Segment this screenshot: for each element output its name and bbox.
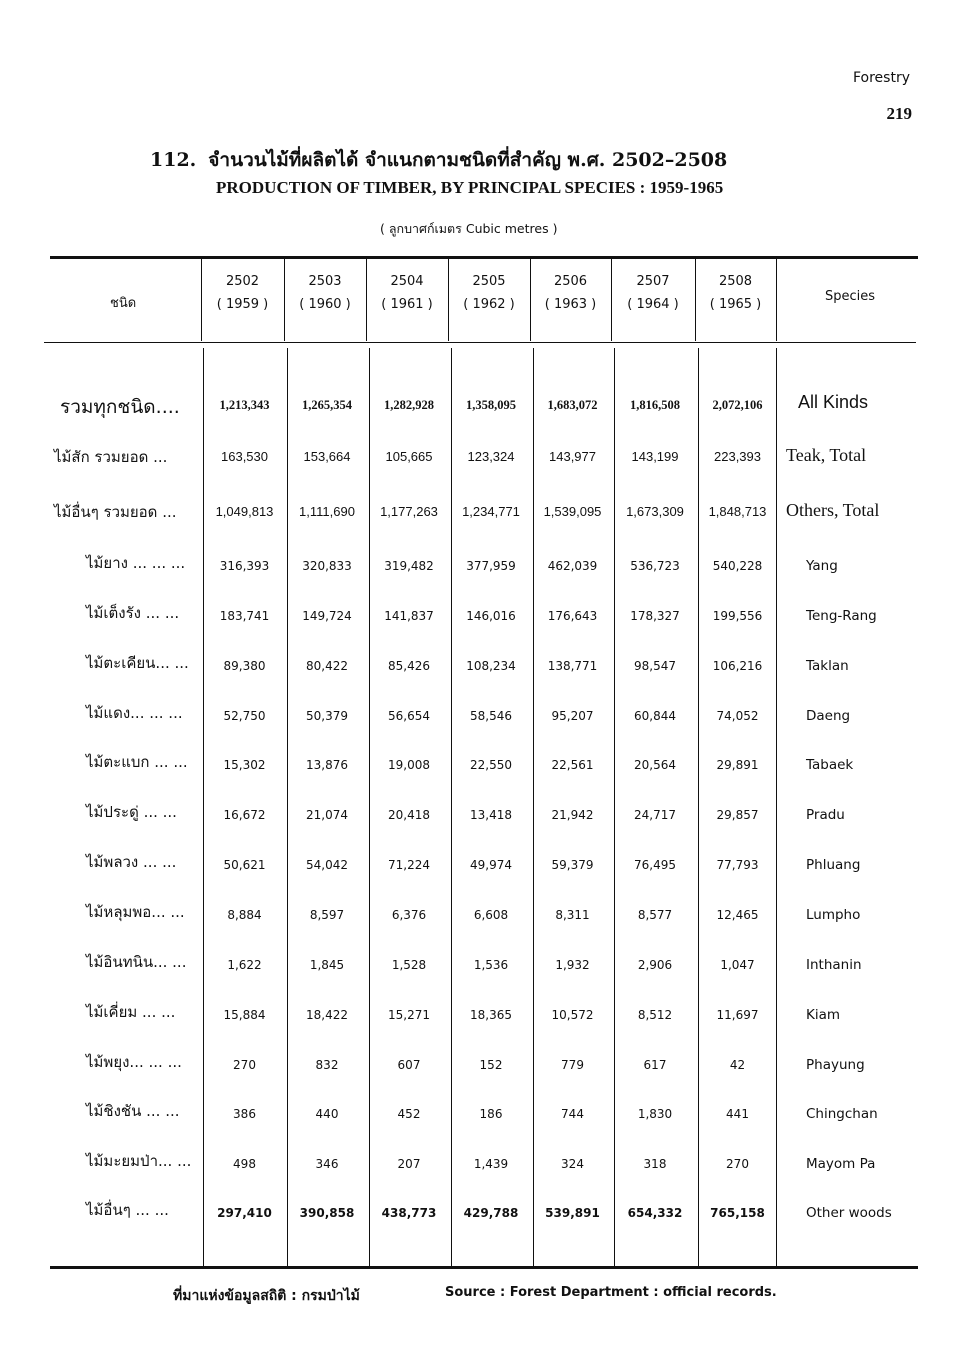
table-row <box>0 750 966 780</box>
table-cell: 223,393 <box>714 449 761 464</box>
table-row <box>0 651 966 681</box>
table-cell: 95,207 <box>551 709 594 723</box>
table-cell: 98,547 <box>634 659 676 673</box>
table-cell: 536,723 <box>630 559 680 573</box>
table-cell: 617 <box>643 1058 667 1072</box>
table-cell: 765,158 <box>710 1206 765 1220</box>
table-row <box>0 1099 966 1129</box>
row-label-english: Yang <box>806 558 838 574</box>
table-cell: 654,332 <box>627 1206 683 1220</box>
table-cell: 1,830 <box>637 1107 673 1121</box>
table-cell: 163,530 <box>221 449 268 464</box>
table-cell: 346 <box>315 1157 339 1171</box>
table-cell: 1,932 <box>555 958 590 972</box>
table-cell: 54,042 <box>306 858 348 872</box>
table-cell: 29,857 <box>716 808 759 822</box>
row-label-thai: ไม้ประดู่ ... ... <box>86 803 177 821</box>
row-label-english: Others, Total <box>786 500 880 520</box>
table-cell: 318 <box>643 1157 667 1171</box>
table-cell: 8,597 <box>309 908 345 922</box>
table-cell: 18,365 <box>470 1008 512 1022</box>
table-cell: 1,049,813 <box>215 504 274 519</box>
table-cell: 50,379 <box>306 709 348 723</box>
table-number: 112. <box>150 149 197 171</box>
table-cell: 429,788 <box>463 1206 519 1220</box>
table-cell: 1,539,095 <box>543 504 602 519</box>
table-cell: 20,418 <box>388 808 430 822</box>
table-cell: 42 <box>729 1058 746 1072</box>
table-cell: 8,884 <box>227 908 262 922</box>
table-cell: 29,891 <box>716 758 759 772</box>
year-be: 2504 <box>390 274 424 289</box>
row-label-thai: ไม้หลุมพอ... ... <box>86 903 185 921</box>
table-cell: 138,771 <box>547 659 598 673</box>
year-header <box>201 270 284 316</box>
table-cell: 1,234,771 <box>462 504 520 519</box>
table-cell: 15,271 <box>388 1008 430 1022</box>
table-cell: 22,550 <box>470 758 512 772</box>
table-cell: 77,793 <box>716 858 759 872</box>
table-cell: 779 <box>561 1058 584 1072</box>
table-cell: 1,845 <box>309 958 345 972</box>
table-cell: 186 <box>479 1107 503 1121</box>
table-cell: 1,816,508 <box>630 398 680 412</box>
row-label-english: Tabaek <box>806 757 854 773</box>
year-ce: ( 1963 ) <box>544 297 597 312</box>
row-label-thai: ไม้แดง... ... ... <box>86 704 183 722</box>
year-ce: ( 1962 ) <box>463 297 515 312</box>
table-cell: 297,410 <box>217 1206 272 1220</box>
table-row <box>0 551 966 581</box>
table-cell: 1,282,928 <box>384 398 434 412</box>
table-cell: 13,876 <box>306 758 348 772</box>
row-label-english: Chingchan <box>806 1106 878 1122</box>
table-cell: 141,837 <box>384 609 434 623</box>
row-label-english: Other woods <box>806 1205 892 1221</box>
table-cell: 74,052 <box>716 709 759 723</box>
table-cell: 12,465 <box>716 908 759 922</box>
table-row <box>0 500 966 530</box>
table-cell: 540,228 <box>712 559 763 573</box>
table-cell: 270 <box>726 1157 749 1171</box>
table-cell: 21,942 <box>551 808 594 822</box>
row-label-english: Daeng <box>806 708 851 724</box>
header-rule <box>44 342 916 343</box>
table-title-thai <box>150 145 870 175</box>
row-label-english: Teng-Rang <box>806 608 877 624</box>
table-cell: 80,422 <box>306 659 348 673</box>
row-label-english: Phluang <box>806 857 861 873</box>
year-header <box>448 270 530 316</box>
row-label-english: Pradu <box>806 807 845 823</box>
table-cell: 441 <box>726 1107 749 1121</box>
row-label-english: Lumpho <box>806 907 861 923</box>
row-label-thai: ไม้อื่นๆ รวมยอด ... <box>54 503 177 521</box>
table-cell: 71,224 <box>388 858 430 872</box>
year-be: 2506 <box>553 274 588 289</box>
row-label-thai: ไม้มะยมป่า... ... <box>86 1152 192 1170</box>
row-label-english: Taklan <box>806 658 849 674</box>
table-cell: 106,216 <box>712 659 763 673</box>
row-label-thai: ไม้ตะเคียน... ... <box>86 654 189 672</box>
table-cell: 462,039 <box>547 559 598 573</box>
table-cell: 1,111,690 <box>299 504 355 519</box>
row-label-thai: ไม้เคี่ยม ... ... <box>86 1003 176 1021</box>
table-cell: 744 <box>561 1107 584 1121</box>
table-row <box>0 1050 966 1080</box>
table-cell: 390,858 <box>299 1206 355 1220</box>
year-ce: ( 1960 ) <box>299 297 351 312</box>
table-cell: 183,741 <box>219 609 270 623</box>
table-row <box>0 392 966 422</box>
table-cell: 199,556 <box>712 609 763 623</box>
table-cell: 149,724 <box>302 609 352 623</box>
table-cell: 146,016 <box>466 609 516 623</box>
table-cell: 22,561 <box>551 758 594 772</box>
table-cell: 60,844 <box>634 709 676 723</box>
year-be: 2503 <box>308 274 342 289</box>
bottom-rule <box>50 1266 918 1269</box>
source-english: Source : Forest Department : official records. <box>445 1285 777 1300</box>
top-rule <box>50 256 918 259</box>
table-row <box>0 850 966 880</box>
table-row <box>0 1149 966 1179</box>
table-cell: 15,884 <box>223 1008 266 1022</box>
table-cell: 1,528 <box>391 958 427 972</box>
table-cell: 13,418 <box>470 808 512 822</box>
table-cell: 438,773 <box>381 1206 437 1220</box>
table-cell: 2,906 <box>637 958 673 972</box>
table-cell: 108,234 <box>466 659 516 673</box>
table-row <box>0 1198 966 1228</box>
table-cell: 24,717 <box>634 808 676 822</box>
table-row <box>0 800 966 830</box>
table-row <box>0 950 966 980</box>
row-label-english: Kiam <box>806 1007 841 1023</box>
row-label-english: Inthanin <box>806 957 862 973</box>
table-cell: 1,047 <box>720 958 755 972</box>
table-cell: 440 <box>315 1107 339 1121</box>
table-cell: 89,380 <box>223 659 266 673</box>
table-cell: 8,577 <box>637 908 673 922</box>
table-cell: 59,379 <box>551 858 594 872</box>
year-header <box>530 270 611 316</box>
table-title-english: PRODUCTION OF TIMBER, BY PRINCIPAL SPECIES : 1959-1965 <box>216 178 724 197</box>
table-cell: 18,422 <box>306 1008 348 1022</box>
row-label-english: Phayung <box>806 1057 865 1073</box>
table-cell: 832 <box>315 1058 339 1072</box>
table-cell: 19,008 <box>388 758 430 772</box>
table-cell: 52,750 <box>223 709 266 723</box>
table-cell: 8,311 <box>555 908 590 922</box>
unit-label: ( ลูกบาศก์เมตร Cubic metres ) <box>380 221 558 236</box>
source-thai: ที่มาแห่งข้อมูลสถิติ : กรมป่าไม้ <box>173 1288 360 1304</box>
column-divider <box>776 259 777 341</box>
row-label-thai: ไม้อื่นๆ ... ... <box>86 1201 169 1219</box>
row-label-thai: ไม้ชิงชัน ... ... <box>86 1102 180 1120</box>
row-label-thai: ไม้สัก รวมยอด ... <box>54 448 168 466</box>
year-be: 2505 <box>472 274 506 289</box>
table-cell: 58,546 <box>470 709 512 723</box>
table-cell: 316,393 <box>219 559 270 573</box>
table-cell: 105,665 <box>385 449 433 464</box>
year-ce: ( 1959 ) <box>216 297 269 312</box>
title-thai-text: จำนวนไม้ที่ผลิตได้ จำแนกตามชนิดที่สำคัญ พ.ศ. 2502–2508 <box>208 149 728 171</box>
table-cell: 123,324 <box>467 449 515 464</box>
table-row <box>0 445 966 475</box>
table-cell: 16,672 <box>223 808 266 822</box>
table-cell: 539,891 <box>545 1206 600 1220</box>
table-cell: 20,564 <box>634 758 676 772</box>
table-cell: 1,536 <box>473 958 509 972</box>
row-label-thai: ไม้พลวง ... ... <box>86 853 177 871</box>
table-row <box>0 900 966 930</box>
table-cell: 1,265,354 <box>302 398 352 412</box>
row-label-thai: ไม้อินทนิน... ... <box>86 953 187 971</box>
table-cell: 1,622 <box>227 958 262 972</box>
year-be: 2508 <box>718 274 753 289</box>
table-cell: 6,376 <box>391 908 427 922</box>
table-row <box>0 1000 966 1030</box>
row-label-thai: ไม้พยุง... ... ... <box>86 1053 182 1071</box>
table-cell: 1,673,309 <box>626 504 684 519</box>
row-label-thai: ไม้เต็งรัง ... ... <box>86 604 180 622</box>
table-cell: 1,177,263 <box>380 504 438 519</box>
table-cell: 1,683,072 <box>547 398 598 412</box>
year-header <box>284 270 366 316</box>
column-header-species-english: Species <box>825 289 876 304</box>
table-cell: 320,833 <box>302 559 352 573</box>
row-label-thai: รวมทุกชนิด.... <box>60 396 180 418</box>
page-number: 219 <box>886 104 912 123</box>
table-cell: 15,302 <box>223 758 266 772</box>
table-cell: 153,664 <box>303 449 351 464</box>
column-header-species-thai: ชนิด <box>110 296 137 311</box>
table-cell: 2,072,106 <box>712 398 763 412</box>
row-label-english: Mayom Pa <box>806 1156 876 1172</box>
table-cell: 21,074 <box>306 808 348 822</box>
table-cell: 386 <box>233 1107 256 1121</box>
row-label-english: All Kinds <box>798 392 869 412</box>
year-ce: ( 1965 ) <box>709 297 762 312</box>
table-cell: 176,643 <box>547 609 598 623</box>
table-cell: 1,213,343 <box>219 398 270 412</box>
table-cell: 10,572 <box>551 1008 594 1022</box>
table-cell: 76,495 <box>634 858 676 872</box>
table-cell: 178,327 <box>630 609 680 623</box>
table-cell: 498 <box>233 1157 256 1171</box>
year-ce: ( 1964 ) <box>627 297 679 312</box>
table-cell: 452 <box>397 1107 421 1121</box>
table-row <box>0 601 966 631</box>
table-cell: 8,512 <box>637 1008 673 1022</box>
row-label-thai: ไม้ยาง ... ... ... <box>86 554 186 572</box>
row-label-thai: ไม้ตะแบก ... ... <box>86 753 188 771</box>
year-header <box>695 270 776 316</box>
table-row <box>0 701 966 731</box>
table-cell: 143,977 <box>549 449 596 464</box>
table-cell: 1,848,713 <box>708 504 767 519</box>
table-cell: 1,358,095 <box>466 398 516 412</box>
table-cell: 207 <box>397 1157 421 1171</box>
year-ce: ( 1961 ) <box>381 297 433 312</box>
table-cell: 143,199 <box>631 449 679 464</box>
row-label-english: Teak, Total <box>786 445 867 465</box>
table-cell: 270 <box>233 1058 256 1072</box>
table-cell: 85,426 <box>388 659 430 673</box>
table-cell: 6,608 <box>473 908 509 922</box>
table-cell: 152 <box>479 1058 503 1072</box>
table-cell: 319,482 <box>384 559 434 573</box>
section-label: Forestry <box>852 70 910 86</box>
table-cell: 324 <box>561 1157 584 1171</box>
table-cell: 377,959 <box>466 559 516 573</box>
year-be: 2502 <box>225 274 260 289</box>
table-cell: 1,439 <box>473 1157 509 1171</box>
table-cell: 607 <box>397 1058 421 1072</box>
year-header <box>611 270 695 316</box>
table-cell: 11,697 <box>716 1008 759 1022</box>
table-cell: 50,621 <box>223 858 266 872</box>
table-cell: 49,974 <box>470 858 512 872</box>
table-cell: 56,654 <box>388 709 430 723</box>
year-header <box>366 270 448 316</box>
year-be: 2507 <box>636 274 670 289</box>
